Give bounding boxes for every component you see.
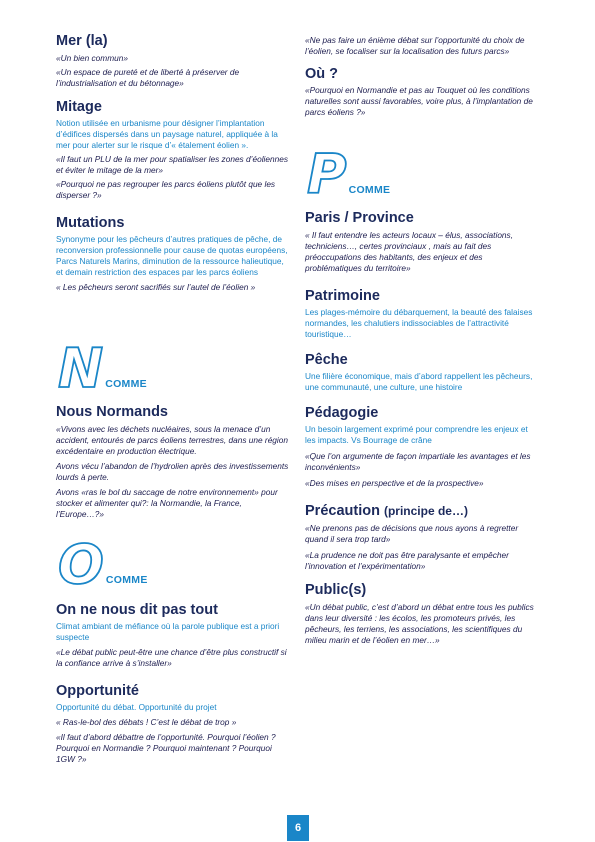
- quote: «Ne pas faire un énième débat sur l’opportunité du choix de l’éolien, se focaliser sur la localisation des futurs parcs»: [305, 35, 525, 56]
- quote: «La prudence ne doit pas être paralysante et empêcher l’innovation et l’expérimentation»: [305, 550, 509, 571]
- entry-title: Mitage: [56, 99, 102, 115]
- definition: Une filière économique, mais d’abord rappellent les pêcheurs, une communauté, une culture, une histoire: [305, 371, 533, 392]
- comme-label: COMME: [105, 378, 147, 390]
- definition: Les plages-mémoire du débarquement, la beauté des falaises normandes, les chalutiers indissociables de l’attractivité touristique…: [305, 307, 533, 339]
- entry-title: [305, 503, 539, 520]
- definition: Climat ambiant de méfiance où la parole publique est a priori suspecte: [56, 621, 280, 642]
- quote: «Vivons avec les déchets nucléaires, sous la menace d’un accident, entourés de parcs éoliens terrestres, dans une région excédentaire en production électrique.: [56, 424, 288, 456]
- quote: «Que l’on argumente de façon impartiale les avantages et les inconvénients»: [305, 451, 531, 472]
- quote: « Les pêcheurs seront sacrifiés sur l’autel de l’éolien »: [56, 282, 256, 292]
- entry-patrimoine: [305, 288, 539, 340]
- entry-mutations: [56, 215, 290, 293]
- entry-paris-province: [305, 210, 539, 274]
- entry-peche: [305, 352, 539, 393]
- entry-pedagogie: [305, 405, 539, 489]
- entry-nous-normands: [56, 404, 290, 520]
- letter-heading-p: [307, 143, 391, 206]
- opportunite-continued-quote: [305, 35, 539, 57]
- definition: Un besoin largement exprimé pour comprendre les enjeux et les impacts. Vs Bourrage de crâne: [305, 424, 528, 445]
- entry-mer: [56, 33, 290, 89]
- comme-label: COMME: [105, 574, 148, 586]
- quote: Avons «ras le bol du saccage de notre environnement» pour stocker et alimenter qui?: la Normandie, la France, l’Europe…?»: [56, 487, 278, 519]
- entry-title: Pédagogie: [305, 405, 379, 421]
- letter-heading-o: [58, 533, 148, 596]
- entry-mitage: [56, 99, 290, 201]
- entry-title: Nous Normands: [56, 404, 168, 420]
- quote: « Il faut entendre les acteurs locaux – élus, associations, techniciens…, certes provinciaux , mais au fait des préoccupations des habitants, des enjeux et des problématiques du territoire»: [305, 230, 514, 273]
- quote: «Des mises en perspective et de la prospective»: [305, 478, 484, 488]
- definition: Notion utilisée en urbanisme pour désigner l’implantation d’édifices dispersés dans un paysage naturel, appliquée à la mer pour alerter sur le risque d’« étalement éolien ».: [56, 118, 278, 150]
- quote: « Ras-le-bol des débats ! C’est le débat de trop »: [56, 717, 237, 727]
- entry-title-main: Précaution: [305, 503, 380, 519]
- quote: «Il faut un PLU de la mer pour spatialiser les zones d’éoliennes et éviter le mitage de la mer»: [56, 154, 288, 175]
- quote: Avons vécu l’abandon de l’hydrolien après des investissements lourds à perte.: [56, 461, 289, 482]
- quote: «Un bien commun»: [56, 53, 128, 63]
- big-letter: O: [58, 533, 104, 596]
- entry-title-sub: (principe de…): [383, 504, 468, 518]
- entry-precaution: [305, 503, 539, 572]
- entry-ou: [305, 66, 539, 118]
- entry-publics: [305, 582, 539, 646]
- entry-title: Opportunité: [56, 683, 139, 699]
- quote: «Ne prenons pas de décisions que nous ayons à regretter quand il sera trop tard»: [305, 523, 519, 544]
- page-number: 6: [287, 815, 309, 841]
- entry-title: Pêche: [305, 352, 348, 368]
- quote: «Pourquoi en Normandie et pas au Touquet où les conditions naturelles sont aussi favorables, voire plus, à l’implantation de parcs éoliens ?»: [305, 85, 533, 117]
- entry-on-ne-nous-dit-pas-tout: [56, 602, 290, 669]
- entry-title: Patrimoine: [305, 288, 380, 304]
- entry-title: Mutations: [56, 215, 125, 231]
- definition: Opportunité du débat. Opportunité du projet: [56, 702, 217, 712]
- quote: «Un espace de pureté et de liberté à préserver de l’industrialisation et du bétonnage»: [56, 67, 240, 88]
- quote: «Il faut d’abord débattre de l’opportunité. Pourquoi l’éolien ? Pourquoi en Normandie ? Pourquoi maintenant ? Pourquoi 1GW ?»: [56, 732, 276, 764]
- entry-opportunite: [56, 683, 290, 765]
- definition: Synonyme pour les pêcheurs d’autres pratiques de pêche, de reconversion professionnelle pour cause de quotas européens, Parcs Naturels Marins, diminution de la ressource halieutique, et demain restriction des espaces par les parcs éoliens: [56, 234, 288, 277]
- entry-title: Public(s): [305, 582, 367, 598]
- entry-title: Paris / Province: [305, 210, 414, 226]
- letter-heading-n: [58, 337, 147, 400]
- quote: «Le débat public peut-être une chance d’être plus constructif si la confiance arrive à s’installer»: [56, 647, 287, 668]
- big-letter: N: [58, 337, 104, 400]
- entry-title: Mer (la): [56, 33, 108, 49]
- comme-label: COMME: [348, 184, 391, 196]
- big-letter: P: [307, 143, 347, 206]
- quote: «Un débat public, c’est d’abord un débat entre tous les publics dans leur diversité : les écolos, les promoteurs privés, les pêcheurs, les terriens, les associations, les scientifiques du milieu marin et de l’éolien en mer…»: [305, 602, 534, 645]
- quote: «Pourquoi ne pas regrouper les parcs éoliens plutôt que les disperser ?»: [56, 179, 276, 200]
- entry-title: Où ?: [305, 66, 339, 82]
- entry-title: On ne nous dit pas tout: [56, 602, 218, 618]
